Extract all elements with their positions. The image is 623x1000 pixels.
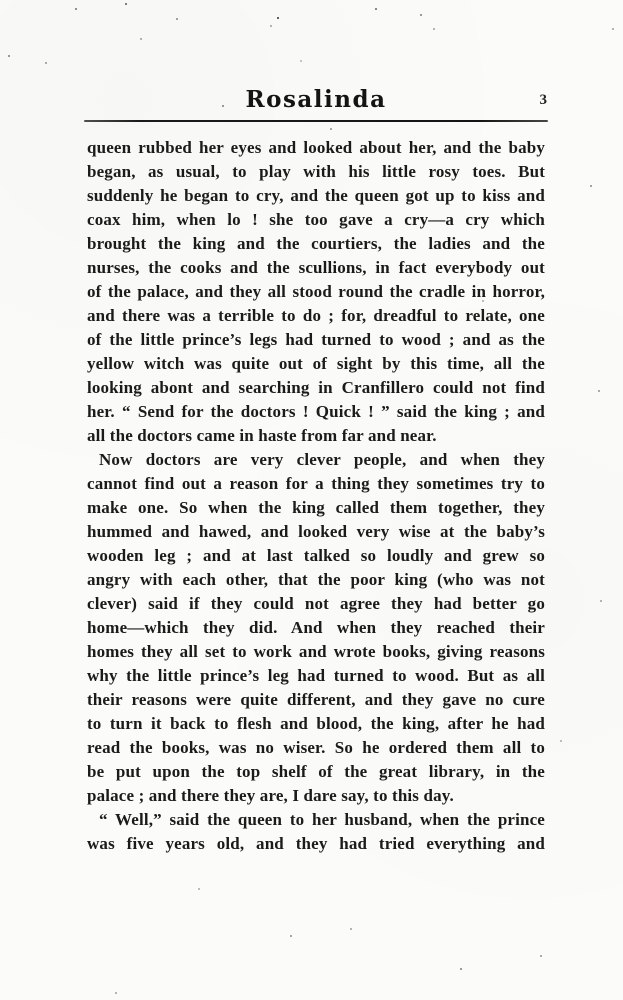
running-title: Rosalinda — [245, 86, 387, 113]
text-line: their reasons were quite different, and they gave no cure — [87, 690, 545, 709]
text-line: clever) said if they could not agree they had better go — [87, 594, 545, 613]
text-line: “ Well,” said the queen to her husband, when the prince — [99, 810, 545, 829]
text-line: all the doctors came in haste from far and near. — [87, 426, 437, 445]
body-text — [87, 136, 545, 856]
text-line: angry with each other, that the poor king (who was not — [87, 570, 545, 589]
text-line: to turn it back to flesh and blood, the king, after he had — [87, 714, 545, 733]
running-head — [87, 86, 545, 114]
text-line: hummed and hawed, and looked very wise at the baby’s — [87, 522, 545, 541]
text-line: suddenly he began to cry, and the queen got up to kiss and — [87, 186, 545, 205]
text-line: read the books, was no wiser. So he ordered them all to — [87, 738, 545, 757]
text-line: palace ; and there they are, I dare say, to this day. — [87, 786, 454, 805]
text-line: began, as usual, to play with his little rosy toes. But — [87, 162, 545, 181]
page-number: 3 — [539, 92, 547, 108]
paragraph — [87, 136, 545, 448]
text-line: homes they all set to work and wrote books, giving reasons — [87, 642, 545, 661]
header-rule — [84, 120, 548, 122]
text-line: and there was a terrible to do ; for, dreadful to relate, one — [87, 306, 545, 325]
text-line: of the little prince’s legs had turned to wood ; and as the — [87, 330, 545, 349]
text-line: wooden leg ; and at last talked so loudly and grew so — [87, 546, 545, 565]
text-line: cannot find out a reason for a thing they sometimes try to — [87, 474, 545, 493]
text-line: be put upon the top shelf of the great library, in the — [87, 762, 545, 781]
paragraph — [87, 448, 545, 808]
text-line: queen rubbed her eyes and looked about her, and the baby — [87, 138, 545, 157]
text-line: Now doctors are very clever people, and when they — [99, 450, 545, 469]
text-line: nurses, the cooks and the scullions, in fact everybody out — [87, 258, 545, 277]
paragraph — [87, 808, 545, 856]
text-line: her. “ Send for the doctors ! Quick ! ” said the king ; and — [87, 402, 545, 421]
text-line: yellow witch was quite out of sight by this time, all the — [87, 354, 545, 373]
text-line: brought the king and the courtiers, the ladies and the — [87, 234, 545, 253]
text-line: make one. So when the king called them together, they — [87, 498, 545, 517]
scan-noise-speckles — [0, 0, 2, 2]
text-line: why the little prince’s leg had turned to wood. But as all — [87, 666, 545, 685]
text-line: of the palace, and they all stood round the cradle in horror, — [87, 282, 545, 301]
text-line: home—which they did. And when they reached their — [87, 618, 545, 637]
text-line: was five years old, and they had tried everything and — [87, 834, 545, 853]
text-line: coax him, when lo ! she too gave a cry—a cry which — [87, 210, 545, 229]
text-line: looking abont and searching in Cranfillero could not find — [87, 378, 545, 397]
